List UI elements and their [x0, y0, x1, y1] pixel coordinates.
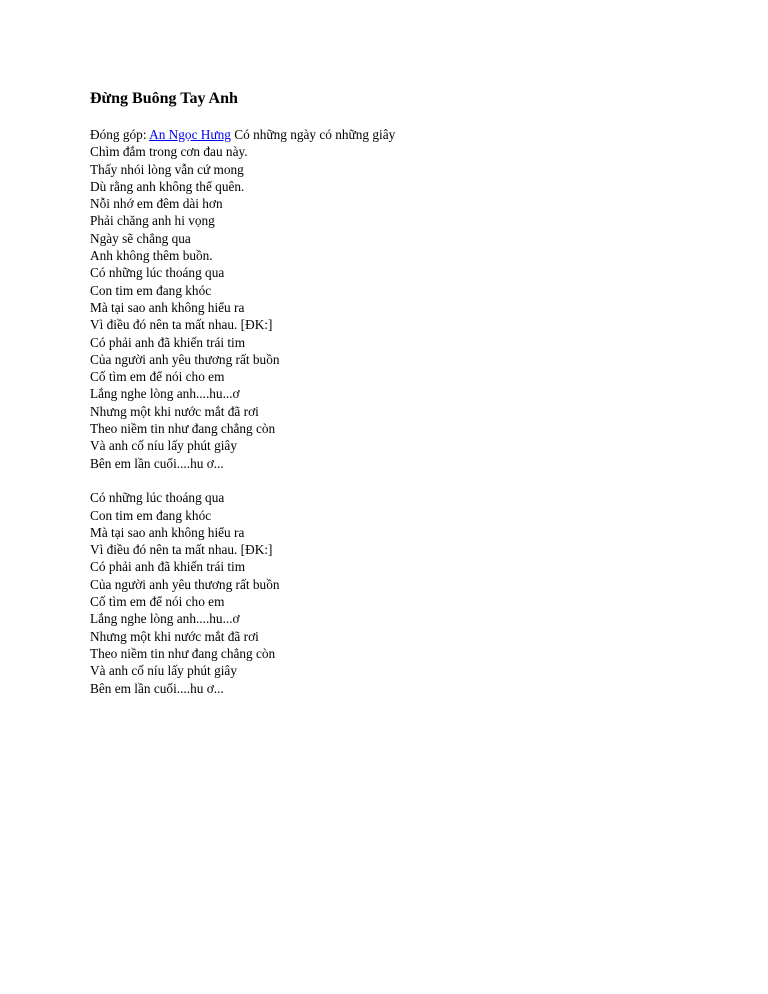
contributor-line [90, 126, 730, 143]
lyric-line: Có phải anh đã khiến trái tim [90, 559, 246, 575]
lyric-line: Của người anh yêu thương rất buồn [90, 351, 280, 367]
lyric-line: Dù rằng anh không thể quên. [90, 178, 245, 194]
lyric-line: Nhưng một khi nước mắt đã rơi [90, 403, 259, 419]
song-title: Đừng Buông Tay Anh [90, 90, 238, 107]
lyric-line: Cố tìm em để nói cho em [90, 369, 225, 385]
lyric-line: Ngày sẽ chẳng qua [90, 230, 191, 246]
lyric-line: Con tim em đang khóc [90, 507, 212, 523]
lyric-first-line: Có những ngày có những giây [234, 127, 396, 142]
lyric-line: Mà tại sao anh không hiểu ra [90, 299, 245, 315]
document-page [90, 88, 730, 697]
lyric-line: Và anh cố níu lấy phút giây [90, 663, 237, 679]
lyric-line: Có những lúc thoáng qua [90, 265, 225, 281]
lyric-line: Nhưng một khi nước mắt đã rơi [90, 628, 259, 644]
lyric-line: Có những lúc thoáng qua [90, 490, 225, 506]
verse-2 [90, 489, 730, 697]
lyric-line: Của người anh yêu thương rất buồn [90, 576, 280, 592]
contributor-link[interactable]: An Ngọc Hưng [149, 127, 231, 142]
lyric-line: Bên em lần cuối....hu ơ... [90, 455, 224, 471]
lyric-line: Con tim em đang khóc [90, 282, 212, 298]
lyric-line: Có phải anh đã khiến trái tim [90, 334, 246, 350]
lyric-line: Theo niềm tin như đang chẳng còn [90, 421, 276, 437]
lyric-line: Bên em lần cuối....hu ơ... [90, 680, 224, 696]
lyric-line: Thấy nhói lòng vẫn cứ mong [90, 161, 244, 177]
lyric-line: Anh không thêm buồn. [90, 248, 213, 264]
lyric-line: Lắng nghe lòng anh....hu...ơ [90, 386, 240, 402]
lyric-line: Theo niềm tin như đang chẳng còn [90, 645, 276, 661]
lyric-line: Nỗi nhớ em đêm dài hơn [90, 196, 223, 212]
lyric-line: Mà tại sao anh không hiểu ra [90, 524, 245, 540]
lyric-line: Vì điều đó nên ta mất nhau. [ĐK:] [90, 542, 273, 558]
lyric-line: Phải chăng anh hi vọng [90, 213, 215, 229]
verse-spacer [90, 472, 730, 489]
contributor-label: Đóng góp: [90, 127, 147, 142]
verse-1 [90, 143, 730, 472]
lyric-line: Và anh cố níu lấy phút giây [90, 438, 237, 454]
lyric-line: Chìm đắm trong cơn đau này. [90, 144, 248, 160]
lyric-line: Vì điều đó nên ta mất nhau. [ĐK:] [90, 317, 273, 333]
lyric-line: Cố tìm em để nói cho em [90, 594, 225, 610]
lyric-line: Lắng nghe lòng anh....hu...ơ [90, 611, 240, 627]
